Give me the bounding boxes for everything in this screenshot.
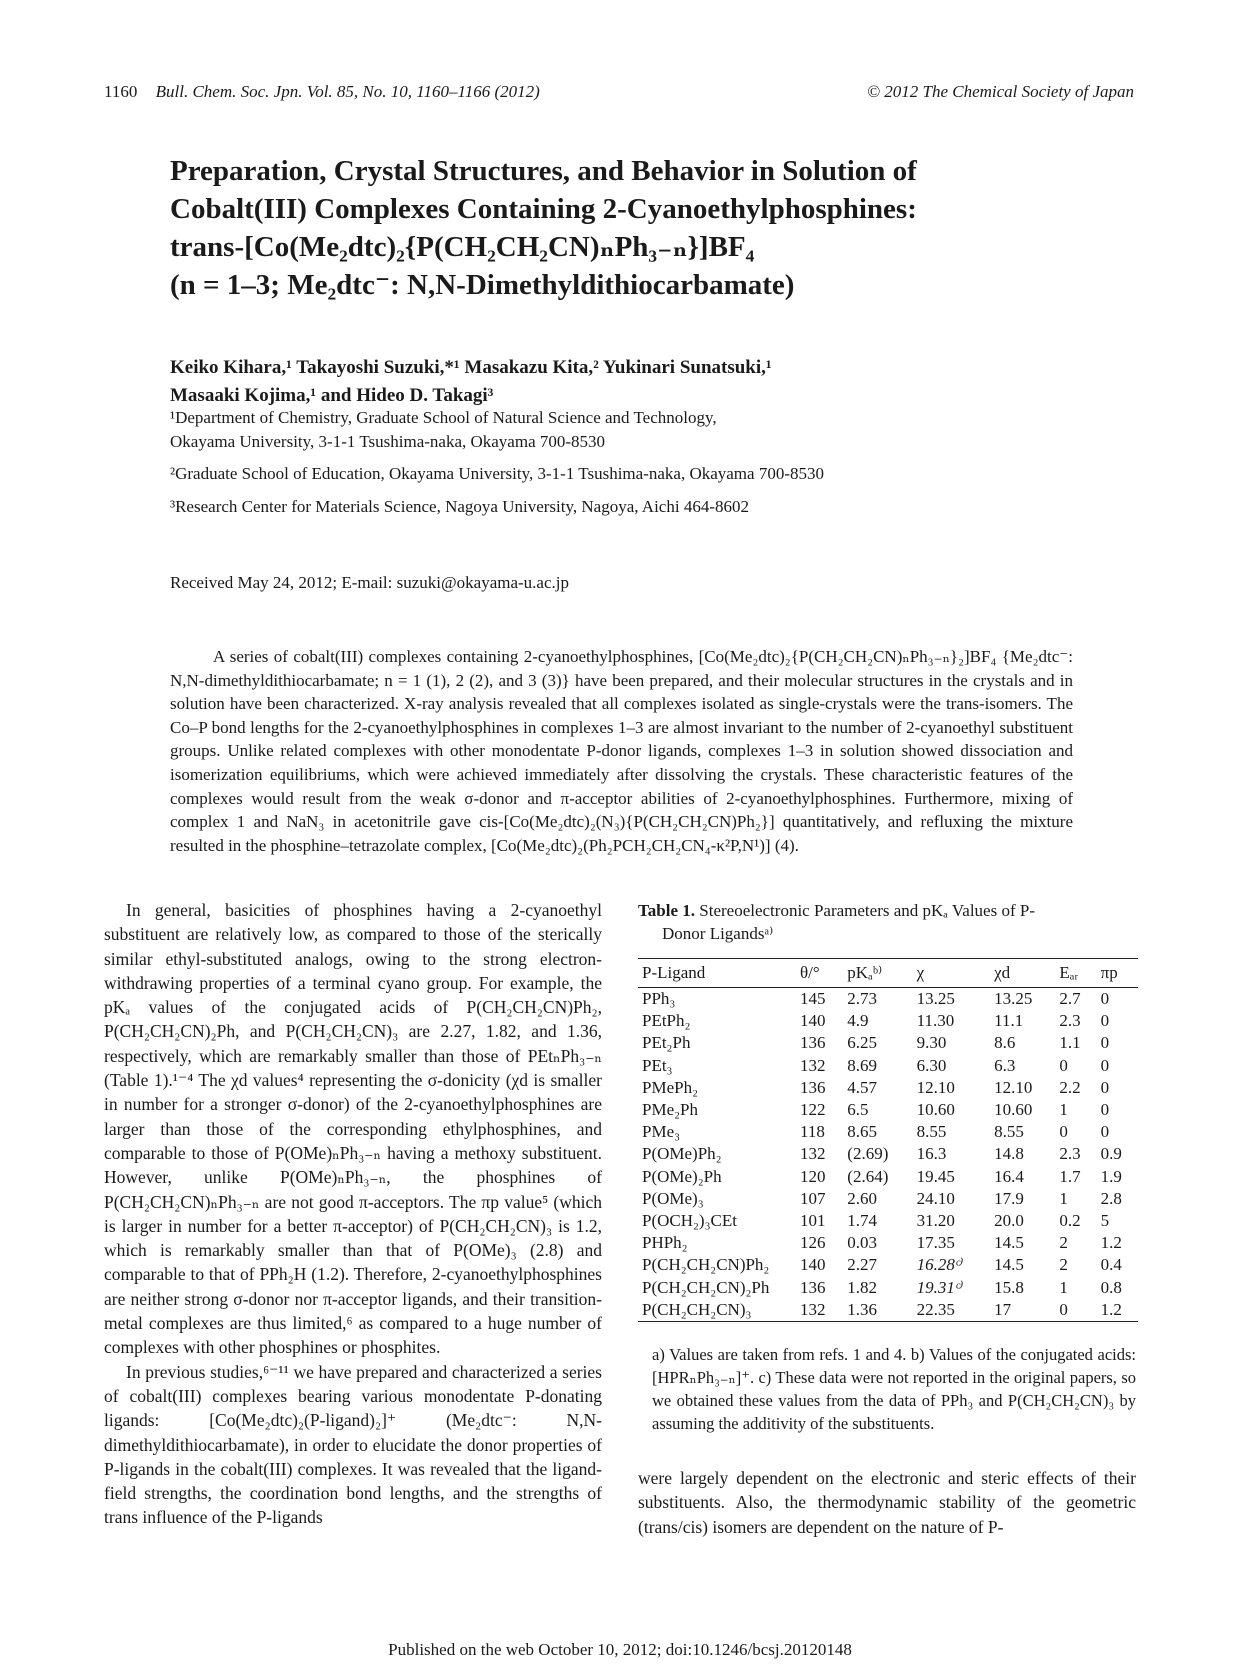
table-cell: 120 [800, 1166, 826, 1186]
table-cell: 101 [800, 1210, 826, 1230]
table-cell: 0 [1100, 1100, 1110, 1120]
table-cell: 2.2 [1059, 1077, 1081, 1097]
ligand-name-cell: PHPh₂ [642, 1233, 688, 1253]
table-cell: 24.10 [916, 1188, 955, 1208]
table-cell: 12.10 [994, 1077, 1033, 1097]
table-cell: 1.74 [847, 1210, 878, 1230]
table-cell: 107 [800, 1188, 826, 1208]
table-cell: 17 [994, 1299, 1012, 1319]
table-cell: 8.55 [916, 1122, 947, 1142]
table-cell: 5 [1100, 1210, 1110, 1230]
table-cell: 1.82 [847, 1277, 878, 1297]
table-cell: 136 [800, 1077, 826, 1097]
table-row [638, 1055, 1138, 1077]
table-row [638, 1077, 1138, 1099]
article-title [170, 152, 990, 304]
table-cell: 1.1 [1059, 1033, 1081, 1053]
table-cell: 6.25 [847, 1033, 878, 1053]
table-cell: 2.8 [1100, 1188, 1122, 1208]
page-number: 1160 [104, 82, 138, 101]
table-cell: 140 [800, 1011, 826, 1031]
table-caption-text-2: Donor Ligandsᵃ⁾ [662, 924, 774, 943]
table-cell: 0 [1100, 1055, 1110, 1075]
table-cell: 19.31ᶜ⁾ [916, 1277, 964, 1297]
ligand-name-cell: PMe₃ [642, 1122, 681, 1142]
affiliation-1 [170, 406, 1030, 454]
col-header: χd [990, 959, 1055, 988]
table-cell: 1 [1059, 1277, 1068, 1297]
col-header: Eₐᵣ [1055, 959, 1096, 988]
table-cell: 1.7 [1059, 1166, 1081, 1186]
table-row [638, 1121, 1138, 1143]
table-cell: 126 [800, 1233, 826, 1253]
table-cell: 10.60 [994, 1100, 1033, 1120]
copyright-notice: © 2012 The Chemical Society of Japan [867, 82, 1134, 101]
table-cell: 17.9 [994, 1188, 1024, 1208]
author-line: Keiko Kihara,¹ Takayoshi Suzuki,*¹ Masakazu Kita,² Yukinari Sunatsuki,¹ [170, 357, 772, 378]
title-line: trans-[Co(Me₂dtc)₂{P(CH₂CH₂CN)ₙPh₃₋ₙ}]BF₄ [170, 231, 755, 263]
body-paragraph: In general, basicities of phosphines having a 2-cyanoethyl substituent are relatively low, as compared to those of the sterically similar ethyl-substituted analogs, owing to the strong electron-withdrawing properties of a terminal cyano group. For example, the pKₐ values of the conjugated acids of P(CH₂CH₂CN)Ph₂, P(CH₂CH₂CN)₂Ph, and P(CH₂CH₂CN)₃ are 2.27, 1.82, and 1.36, respectively, which are remarkably smaller than those of PEtₙPh₃₋ₙ (Table 1).¹⁻⁴ The χd values⁴ representing the σ-donicity (χd is smaller in number for a stronger σ-donor) of the 2-cyanoethylphosphines are larger than those of the corresponding ethylphosphines, and comparable to those of P(OMe)ₙPh₃₋ₙ having a methoxy substituent. However, unlike P(OMe)ₙPh₃₋ₙ, the phosphines of P(CH₂CH₂CN)ₙPh₃₋ₙ are not good π-acceptors. The πp value⁵ (which is larger in number for a better π-acceptor) of P(CH₂CH₂CN)₃ is 1.2, which is remarkably smaller than that of P(OMe)₃ (2.8) and comparable to that of PPh₂H (1.2). Therefore, 2-cyanoethylphosphines are neither strong σ-donor nor π-acceptor ligands, and their transition-metal complexes are thus limited,⁶ as compared to a huge number of complexes with other phosphines or phosphites. [104, 900, 602, 1358]
table-cell: 4.9 [847, 1011, 869, 1031]
ligand-parameters-table [638, 958, 1138, 1322]
body-left-column [104, 898, 602, 1530]
table-cell: 14.5 [994, 1255, 1024, 1275]
affiliation-line: ³Research Center for Materials Science, Nagoya University, Nagoya, Aichi 464-8602 [170, 497, 749, 516]
table-cell: 13.25 [916, 989, 955, 1009]
table-row [638, 1032, 1138, 1054]
table-row [638, 1143, 1138, 1165]
running-header [104, 82, 540, 102]
table-cell: 0 [1100, 1122, 1110, 1142]
table-cell: 132 [800, 1144, 826, 1164]
table-cell: 136 [800, 1033, 826, 1053]
received-email: Received May 24, 2012; E-mail: suzuki@okayama-u.ac.jp [170, 573, 569, 592]
table-cell: 1.2 [1100, 1233, 1122, 1253]
table-row [638, 1299, 1138, 1322]
body-paragraph: In previous studies,⁶⁻¹¹ we have prepared and characterized a series of cobalt(III) complexes bearing various monodentate P-donating ligands: [Co(Me₂dtc)₂(P-ligand)₂]⁺ (Me₂dtc⁻: N,N-dimethyldithiocarbamate), in order to elucidate the donor properties of P-ligands in the cobalt(III) complexes. It was revealed that the ligand-field strengths, the coordination bond lengths, and the strengths of trans influence of the P-ligands [104, 1361, 602, 1528]
table-row [638, 1232, 1138, 1254]
table-row [638, 1010, 1138, 1032]
table-cell: 16.3 [916, 1144, 947, 1164]
affiliation-line: ²Graduate School of Education, Okayama University, 3-1-1 Tsushima-naka, Okayama 700-8530 [170, 464, 824, 483]
table-row [638, 1166, 1138, 1188]
table-cell: 0.8 [1100, 1277, 1122, 1297]
table-cell: 6.5 [847, 1100, 869, 1120]
table-cell: 0.2 [1059, 1210, 1081, 1230]
table-cell: 31.20 [916, 1210, 955, 1230]
ligand-name-cell: PMe₂Ph [642, 1100, 698, 1120]
table-cell: 0 [1100, 1011, 1110, 1031]
ligand-name-cell: PEt₃ [642, 1055, 673, 1075]
ligand-name-cell: P(CH₂CH₂CN)Ph₂ [642, 1255, 770, 1275]
table-cell: 0 [1100, 1033, 1110, 1053]
table-cell: 0.03 [847, 1233, 878, 1253]
page-footer: Published on the web October 10, 2012; doi:10.1246/bcsj.20120148 [388, 1640, 852, 1659]
table-cell: 14.8 [994, 1144, 1024, 1164]
table-cell: 132 [800, 1055, 826, 1075]
table-header-row [638, 959, 1138, 988]
table-cell: 9.30 [916, 1033, 947, 1053]
table-cell: 2.73 [847, 989, 878, 1009]
body-right-column [638, 1466, 1136, 1539]
body-paragraph: were largely dependent on the electronic and steric effects of their substituents. Also, the thermodynamic stability of the geometric (trans/cis) isomers are dependent on the nature of P- [638, 1468, 1136, 1537]
col-header: P-Ligand [638, 959, 796, 988]
table-cell: 122 [800, 1100, 826, 1120]
table-cell: 8.69 [847, 1055, 878, 1075]
title-line: Cobalt(III) Complexes Containing 2-Cyanoethylphosphines: [170, 193, 917, 225]
ligand-name-cell: P(OCH₂)₃CEt [642, 1210, 737, 1230]
affiliation-2 [170, 462, 1030, 486]
table-cell: 22.35 [916, 1299, 955, 1319]
table-row [638, 1099, 1138, 1121]
table-cell: 20.0 [994, 1210, 1024, 1230]
ligand-name-cell: P(OMe)₂Ph [642, 1166, 722, 1186]
table-cell: 132 [800, 1299, 826, 1319]
table-cell: 0.4 [1100, 1255, 1122, 1275]
col-header: πp [1097, 959, 1138, 988]
table-cell: 118 [800, 1122, 825, 1142]
table-cell: 1.9 [1100, 1166, 1122, 1186]
affiliation-line: ¹Department of Chemistry, Graduate School of Natural Science and Technology, [170, 408, 717, 427]
table-cell: 136 [800, 1277, 826, 1297]
table-cell: 17.35 [916, 1233, 955, 1253]
ligand-name-cell: P(CH₂CH₂CN)₂Ph [642, 1277, 770, 1297]
table-cell: 19.45 [916, 1166, 955, 1186]
table-row [638, 1254, 1138, 1276]
title-line: (n = 1–3; Me₂dtc⁻: N,N-Dimethyldithiocarbamate) [170, 269, 795, 301]
table-row [638, 1210, 1138, 1232]
table-cell: 1 [1059, 1188, 1068, 1208]
col-header: χ [913, 959, 991, 988]
table-cell: 0 [1059, 1055, 1068, 1075]
table-cell: (2.69) [847, 1144, 889, 1164]
ligand-name-cell: PMePh₂ [642, 1077, 698, 1097]
ligand-name-cell: PEt₂Ph [642, 1033, 691, 1053]
author-line: Masaaki Kojima,¹ and Hideo D. Takagi³ [170, 385, 494, 406]
ligand-name-cell: P(OMe)Ph₂ [642, 1144, 722, 1164]
table-cell: 2.7 [1059, 989, 1081, 1009]
ligand-name-cell: PPh₃ [642, 989, 676, 1009]
table-cell: 2 [1059, 1255, 1068, 1275]
journal-citation: Bull. Chem. Soc. Jpn. Vol. 85, No. 10, 1160–1166 (2012) [155, 82, 540, 101]
ligand-name-cell: P(CH₂CH₂CN)₃ [642, 1299, 752, 1319]
ligand-name-cell: P(OMe)₃ [642, 1188, 704, 1208]
table-cell: 2 [1059, 1233, 1068, 1253]
ligand-name-cell: PEtPh₂ [642, 1011, 691, 1031]
abstract: A series of cobalt(III) complexes containing 2-cyanoethylphosphines, [Co(Me₂dtc)₂{P(CH₂CH₂CN)ₙPh₃₋ₙ}₂]BF₄ {Me₂dtc⁻: N,N-dimethyldithiocarbamate; n = 1 (1), 2 (2), and 3 (3)} have been prepared, and their molecular structures in the crystals and in solution have been characterized. X-ray analysis revealed that all complexes isolated as single-crystals were the trans-isomers. The Co–P bond lengths for the 2-cyanoethylphosphines in complexes 1–3 are almost invariant to the number of 2-cyanoethyl substituent groups. Unlike related complexes with other monodentate P-donor ligands, complexes 1–3 in solution showed dissociation and isomerization equilibriums, which were achieved immediately after dissolving the crystals. These characteristic features of the complexes would result from the weak σ-donor and π-acceptor abilities of 2-cyanoethylphosphines. Furthermore, mixing of complex 1 and NaN₃ in acetonitrile gave cis-[Co(Me₂dtc)₂(N₃){P(CH₂CH₂CN)Ph₂}] quantitatively, and refluxing the mixture resulted in the phosphine–tetrazolate complex, [Co(Me₂dtc)₂(Ph₂PCH₂CH₂CN₄-κ²P,N¹)] (4). [170, 647, 1073, 855]
table-cell: 8.55 [994, 1122, 1024, 1142]
table-row [638, 988, 1138, 1011]
table-cell: (2.64) [847, 1166, 889, 1186]
table-cell: 0 [1100, 989, 1110, 1009]
table-cell: 145 [800, 989, 826, 1009]
title-line: Preparation, Crystal Structures, and Behavior in Solution of [170, 155, 917, 187]
table-cell: 16.4 [994, 1166, 1024, 1186]
col-header: pKₐᵇ⁾ [843, 959, 912, 988]
author-list [170, 354, 990, 410]
table-caption-text: Stereoelectronic Parameters and pKₐ Values of P- [699, 901, 1035, 920]
table-footnote: a) Values are taken from refs. 1 and 4. b) Values of the conjugated acids: [HPRₙPh₃₋ₙ]⁺. c) These data were not reported in the original papers, so we obtained these values from the data of PPh₃ and P(CH₂CH₂CN)₃ by assuming the additivity of the substituents. [652, 1345, 1136, 1433]
table-cell: 140 [800, 1255, 826, 1275]
table-cell: 10.60 [916, 1100, 955, 1120]
table-cell: 2.27 [847, 1255, 878, 1275]
table-cell: 2.60 [847, 1188, 878, 1208]
table-cell: 0 [1100, 1077, 1110, 1097]
table-cell: 1.36 [847, 1299, 878, 1319]
table-cell: 2.3 [1059, 1144, 1081, 1164]
col-header: θ/° [796, 959, 843, 988]
table-cell: 1 [1059, 1100, 1068, 1120]
table-label: Table 1. [638, 901, 696, 920]
table-row [638, 1276, 1138, 1298]
table-cell: 6.30 [916, 1055, 947, 1075]
table-cell: 12.10 [916, 1077, 955, 1097]
affiliation-line: Okayama University, 3-1-1 Tsushima-naka, Okayama 700-8530 [170, 432, 606, 451]
table-cell: 8.65 [847, 1122, 878, 1142]
table-cell: 8.6 [994, 1033, 1016, 1053]
table-caption [638, 899, 1138, 945]
table-cell: 0 [1059, 1122, 1068, 1142]
table-cell: 14.5 [994, 1233, 1024, 1253]
table-cell: 11.30 [916, 1011, 955, 1031]
affiliation-3 [170, 495, 1030, 519]
table-cell: 4.57 [847, 1077, 878, 1097]
table-cell: 2.3 [1059, 1011, 1081, 1031]
table-cell: 16.28ᶜ⁾ [916, 1255, 964, 1275]
table-cell: 1.2 [1100, 1299, 1122, 1319]
table-cell: 0.9 [1100, 1144, 1122, 1164]
table-cell: 11.1 [994, 1011, 1024, 1031]
table-cell: 15.8 [994, 1277, 1024, 1297]
table-row [638, 1188, 1138, 1210]
table-cell: 0 [1059, 1299, 1068, 1319]
table-cell: 6.3 [994, 1055, 1016, 1075]
table-cell: 13.25 [994, 989, 1033, 1009]
